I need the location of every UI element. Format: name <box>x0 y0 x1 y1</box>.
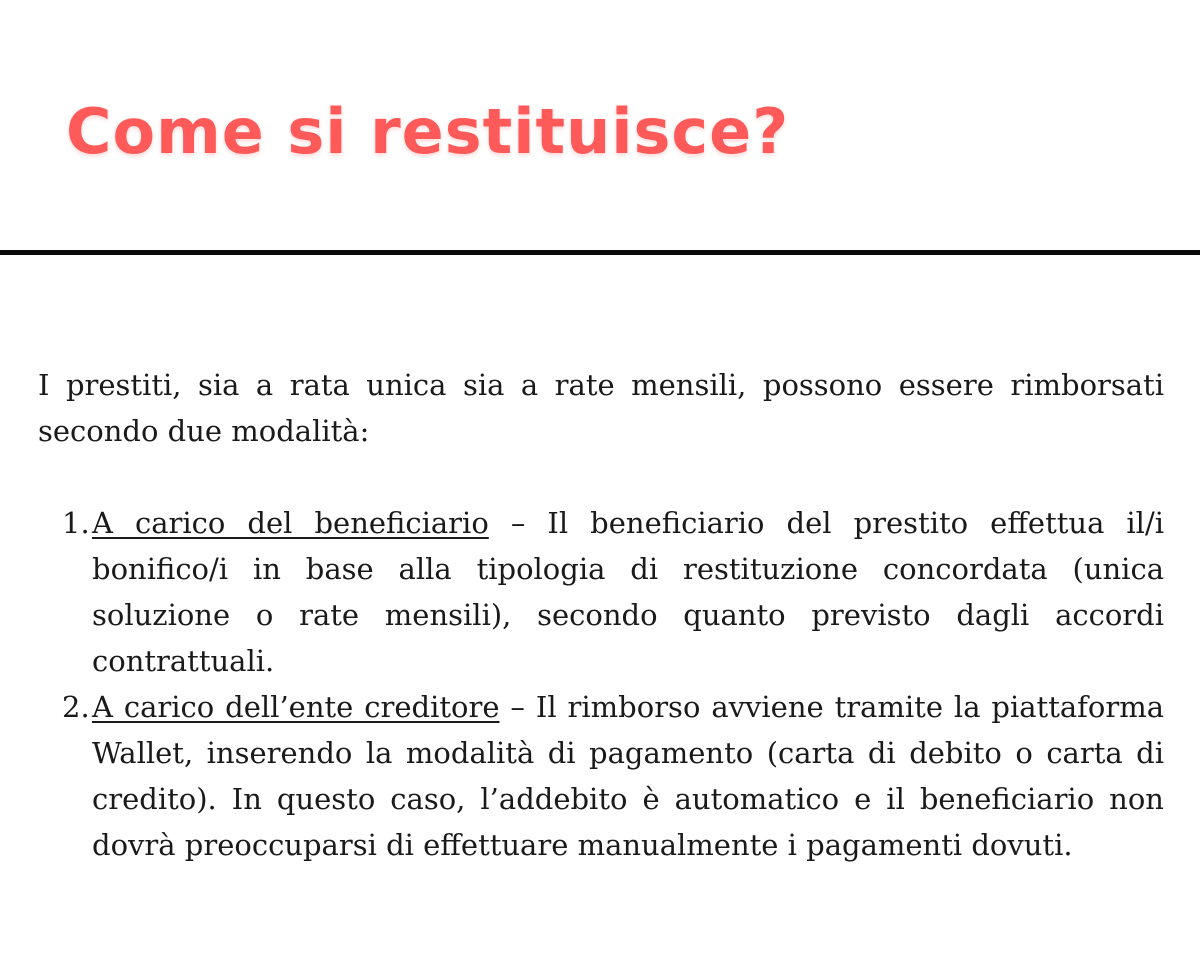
list-item-separator: – <box>499 690 536 724</box>
list-item-label: A carico del beneficiario <box>92 506 489 540</box>
intro-paragraph: I prestiti, sia a rata unica sia a rate mensili, possono essere rimborsati secondo due modalità: <box>38 368 1164 448</box>
page-title: Come si restituisce? <box>66 95 790 168</box>
list-item-separator: – <box>488 506 548 540</box>
list-item <box>62 500 1164 684</box>
list-item <box>62 684 1164 868</box>
list-item-number: 2. <box>62 690 90 724</box>
list-item-description: Il beneficiario del prestito effettua il/i bonifico/i in base alla tipologia di restituzione concordata (unica soluzione o rate mensili), secondo quanto previsto dagli accordi contrattuali. <box>92 506 1164 678</box>
horizontal-divider <box>0 250 1200 255</box>
list-item-label: A carico dell’ente creditore <box>92 690 500 724</box>
list-item-number: 1. <box>62 506 90 540</box>
repayment-methods-list <box>62 500 1164 868</box>
list-item-description: Il rimborso avviene tramite la piattaforma Wallet, inserendo la modalità di pagamento (carta di debito o carta di credito). In questo caso, l’addebito è automatico e il beneficiario non dovrà preoccuparsi di effettuare manualmente i pagamenti dovuti. <box>92 690 1164 862</box>
